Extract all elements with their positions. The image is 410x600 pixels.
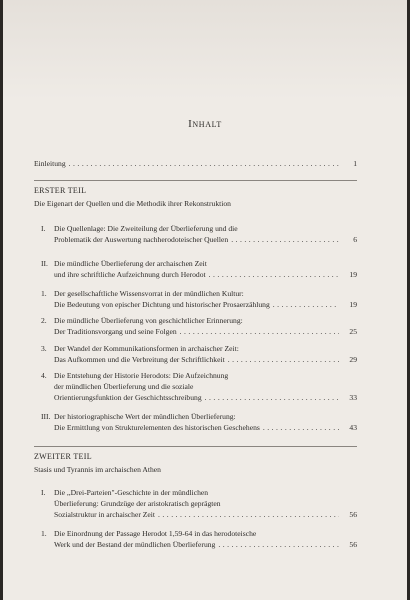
- part-1-title: ERSTER TEIL: [34, 186, 87, 195]
- entry-label-line: Die Entstehung der Historie Herodots: Die Aufzeichnung: [54, 371, 229, 380]
- entry-page: 19: [349, 270, 357, 279]
- leader-dots: [158, 509, 339, 520]
- entry-number: I.: [41, 224, 46, 233]
- entry-page: 19: [349, 300, 357, 309]
- part-1-subtitle: Die Eigenart der Quellen und die Methodik ihrer Rekonstruktion: [34, 199, 231, 208]
- entry-page: 29: [349, 355, 357, 364]
- entry-label-line: Problematik der Auswertung nachherodoteischer Quellen: [54, 235, 229, 244]
- entry-label-line: Das Aufkommen und die Verbreitung der Schriftlichkeit: [54, 355, 225, 364]
- entry-label-line: Die Quellenlage: Die Zweiteilung der Überlieferung und die: [54, 224, 238, 233]
- entry-label-line: Die ,,Drei-Parteien"-Geschichte in der mündlichen: [54, 488, 209, 497]
- entry-page: 6: [353, 235, 357, 244]
- entry-label-line: Werk und der Bestand der mündlichen Überlieferung: [54, 540, 216, 549]
- entry-label-line: Der historiographische Wert der mündlichen Überlieferung:: [54, 412, 236, 421]
- entry-label-line: Die Einordnung der Passage Herodot 1,59-64 in das herodoteische: [54, 529, 257, 538]
- entry-page: 43: [349, 423, 357, 432]
- entry-number: 1.: [41, 529, 47, 538]
- entry-label-line: Der Wandel der Kommunikationsformen in archaischer Zeit:: [54, 344, 239, 353]
- entry-label-line: Der gesellschaftliche Wissensvorrat in der mündlichen Kultur:: [54, 289, 244, 298]
- entry-label-line: Die mündliche Überlieferung der archaischen Zeit: [54, 259, 207, 268]
- entry-label-line: Überlieferung: Grundzüge der aristokratisch geprägten: [54, 499, 221, 508]
- entry-number: II.: [41, 259, 48, 268]
- entry-page: 56: [349, 540, 357, 549]
- entry-label-line: Die Ermittlung von Strukturelementen des historischen Geschehens: [54, 423, 260, 432]
- entry-label-line: und ihre schriftliche Aufzeichnung durch Herodot: [54, 270, 206, 279]
- leader-dots: [228, 354, 339, 365]
- leader-dots: [231, 234, 339, 245]
- entry-number: 1.: [41, 289, 47, 298]
- leader-dots: [263, 422, 339, 433]
- entry-number: 4.: [41, 371, 47, 380]
- leader-dots: [209, 269, 339, 280]
- leader-dots: [69, 158, 339, 169]
- book-page: [3, 0, 407, 600]
- entry-label-line: Der Traditionsvorgang und seine Folgen: [54, 327, 177, 336]
- page-title: Inhalt: [188, 118, 222, 130]
- leader-dots: [218, 539, 339, 550]
- entry-number: 3.: [41, 344, 47, 353]
- entry-number: III.: [41, 412, 51, 421]
- entry-label-line: Die Bedeutung von epischer Dichtung und historischer Prosaerzählung: [54, 300, 270, 309]
- part-2-subtitle: Stasis und Tyrannis im archaischen Athen: [34, 465, 161, 474]
- entry-page: 1: [353, 159, 357, 168]
- leader-dots: [205, 392, 339, 403]
- entry-label-line: Die mündliche Überlieferung von geschichtlicher Erinnerung:: [54, 316, 243, 325]
- entry-label-line: der mündlichen Überlieferung und die soziale: [54, 382, 194, 391]
- entry-label-line: Sozialstruktur in archaischer Zeit: [54, 510, 156, 519]
- part-2-title: ZWEITER TEIL: [34, 452, 92, 461]
- entry-number: 2.: [41, 316, 47, 325]
- entry-number: I.: [41, 488, 46, 497]
- show-through-text: [3, 0, 407, 100]
- entry-page: 56: [349, 510, 357, 519]
- leader-dots: [273, 299, 339, 310]
- entry-label: Einleitung: [34, 159, 66, 168]
- divider: [34, 180, 357, 181]
- entry-page: 33: [349, 393, 357, 402]
- entry-label-line: Orientierungsfunktion der Geschichtsschreibung: [54, 393, 202, 402]
- entry-page: 25: [349, 327, 357, 336]
- divider: [34, 446, 357, 447]
- leader-dots: [180, 326, 339, 337]
